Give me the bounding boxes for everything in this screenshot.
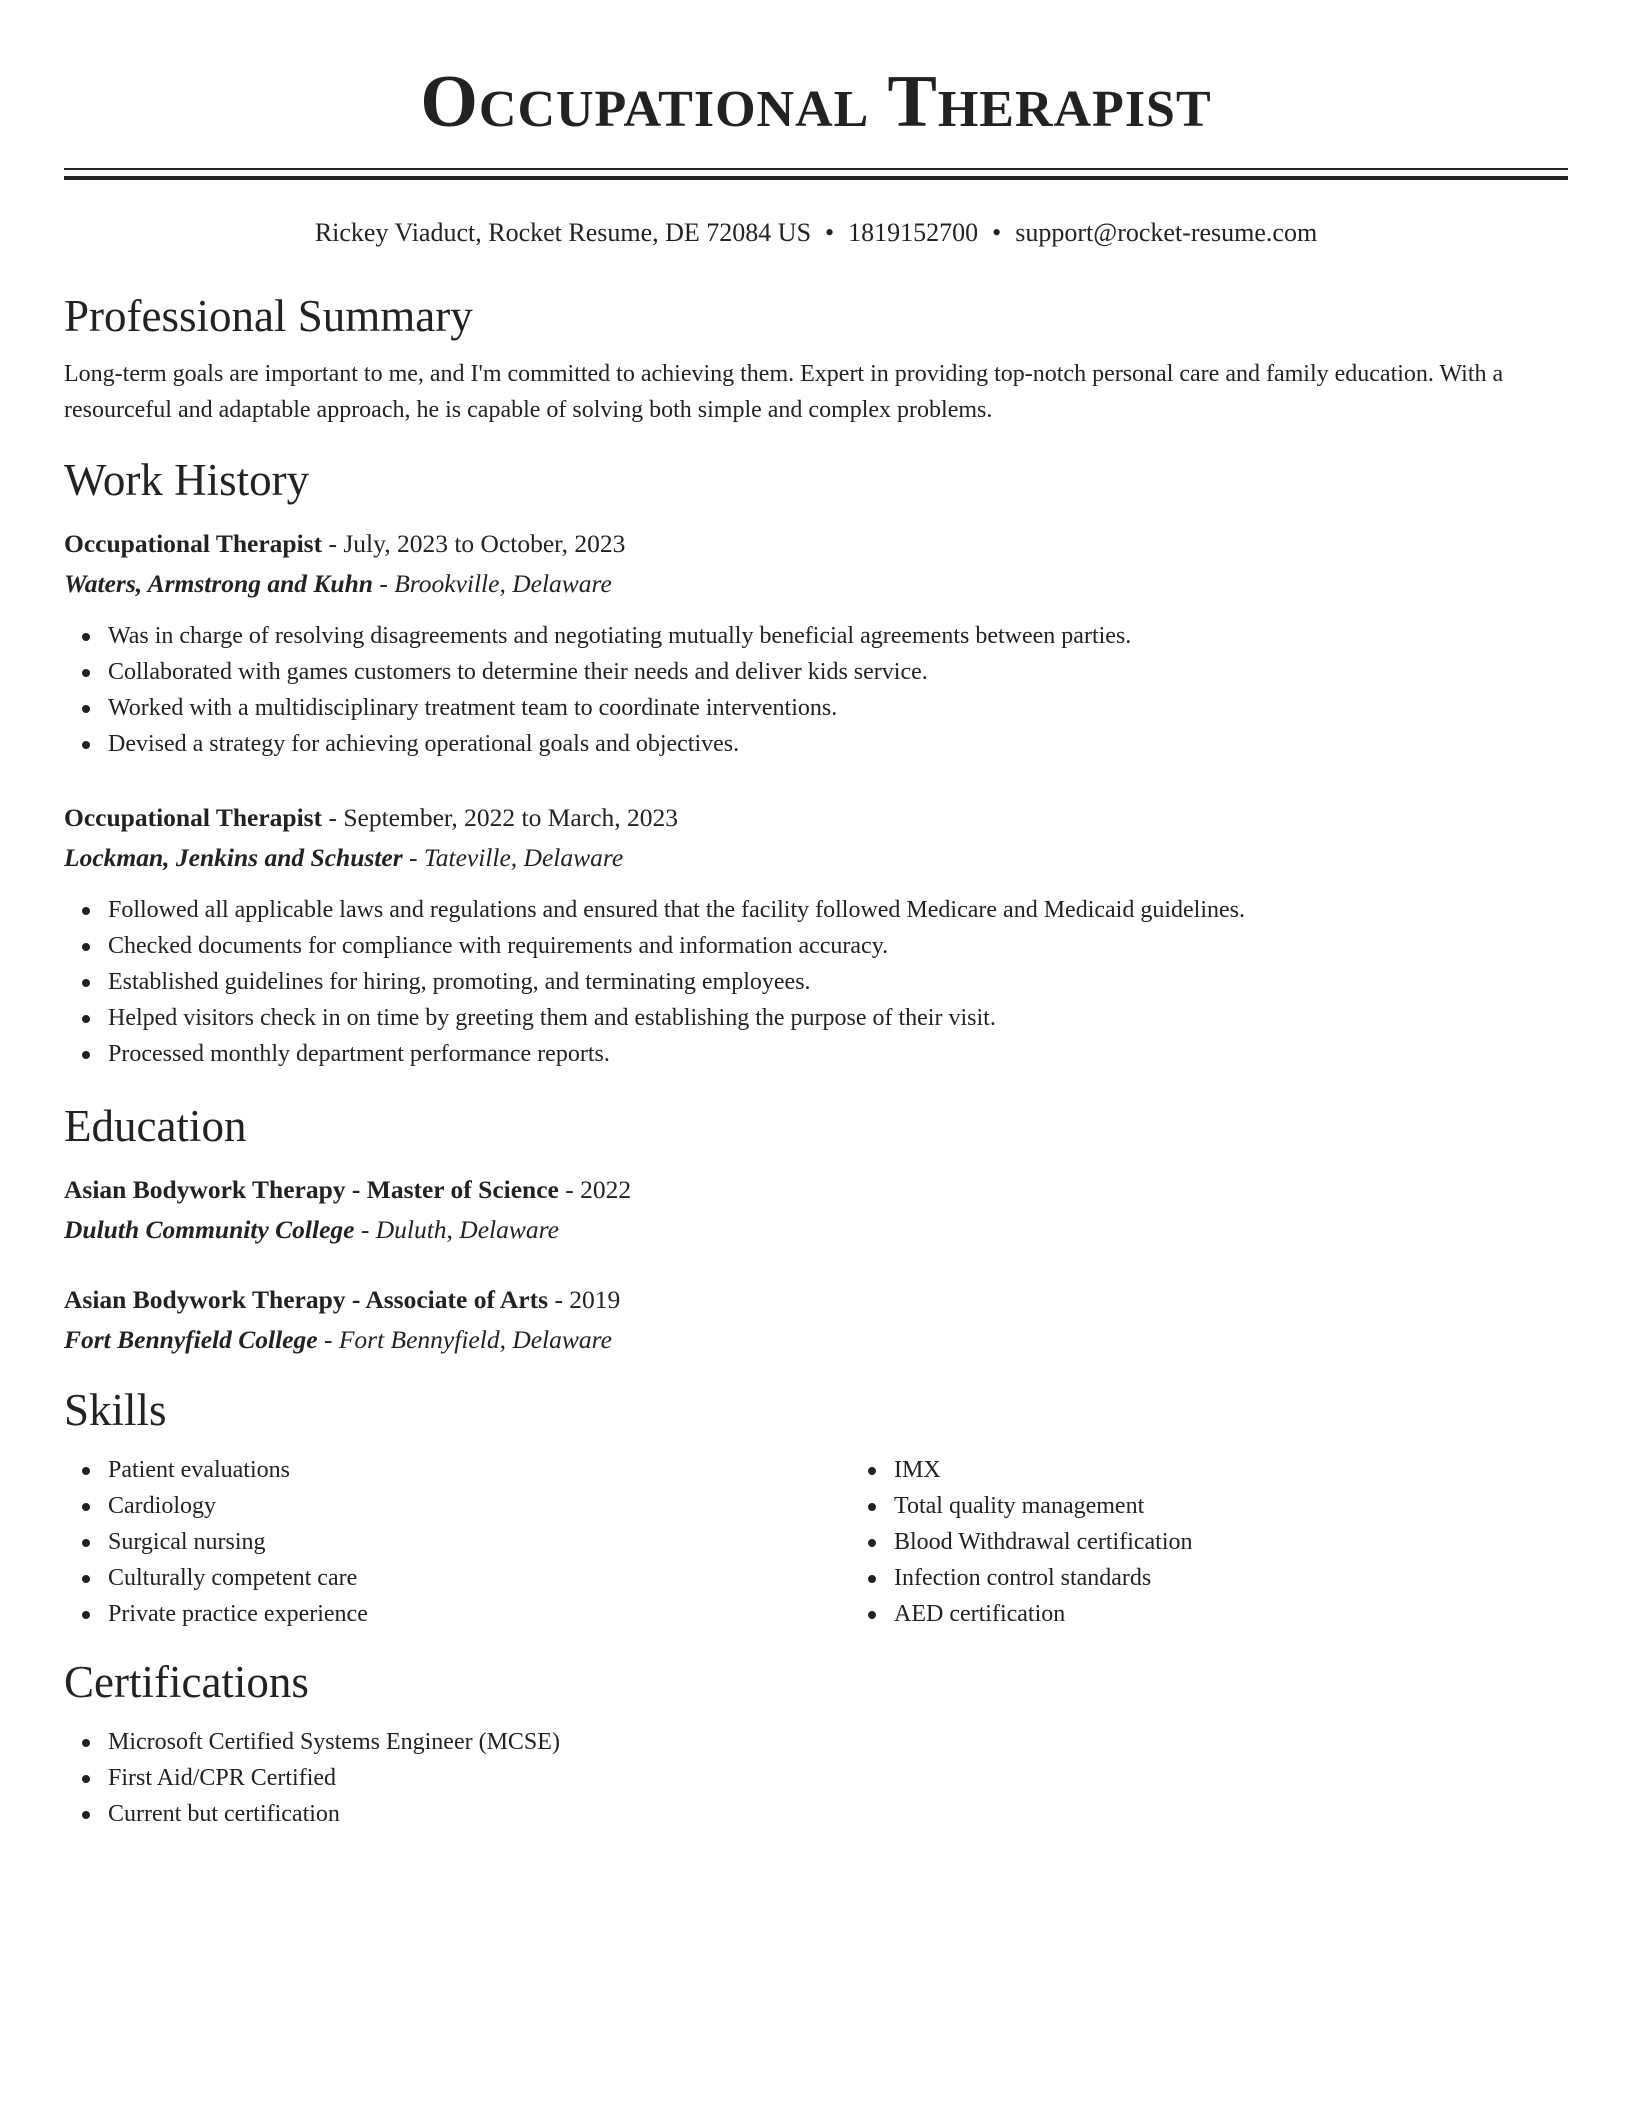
job-location: - Tateville, Delaware (402, 843, 624, 872)
job-company: Lockman, Jenkins and Schuster (64, 843, 403, 872)
job-duties-list (64, 618, 1568, 762)
degree-line (64, 1280, 1568, 1320)
degree-line (64, 1170, 1568, 1210)
job-dates: - September, 2022 to March, 2023 (322, 803, 679, 832)
summary-section (64, 288, 1568, 428)
list-item: IMX (894, 1452, 1568, 1488)
section-heading-education: Education (64, 1101, 247, 1151)
degree-name: Asian Bodywork Therapy - Associate of Arts (64, 1285, 549, 1314)
title-divider-bottom (64, 176, 1568, 180)
section-heading-work-history: Work History (64, 455, 310, 505)
degree-name: Asian Bodywork Therapy - Master of Science (64, 1175, 559, 1204)
job-title: Occupational Therapist (64, 803, 323, 832)
job-company: Waters, Armstrong and Kuhn (64, 569, 373, 598)
contact-separator: • (992, 218, 1002, 247)
job-company-line (64, 838, 1568, 878)
list-item: Helped visitors check in on time by greeting them and establishing the purpose of their visit. (108, 1000, 1568, 1036)
skills-list-right (850, 1452, 1568, 1632)
list-item: Culturally competent care (108, 1560, 850, 1596)
skills-list-left (64, 1452, 850, 1632)
list-item: Infection control standards (894, 1560, 1568, 1596)
degree-year: - 2019 (548, 1285, 621, 1314)
list-item: Private practice experience (108, 1596, 850, 1632)
section-heading-skills: Skills (64, 1385, 167, 1435)
list-item: Processed monthly department performance reports. (108, 1036, 1568, 1072)
work-history-section (64, 452, 1568, 1072)
list-item: Collaborated with games customers to determine their needs and deliver kids service. (108, 654, 1568, 690)
certifications-list (64, 1724, 1568, 1832)
school-location: - Fort Bennyfield, Delaware (317, 1325, 612, 1354)
section-heading-certifications: Certifications (64, 1657, 309, 1707)
list-item: Total quality management (894, 1488, 1568, 1524)
degree-year: - 2022 (558, 1175, 632, 1204)
education-section (64, 1098, 1568, 1360)
contact-address: Rickey Viaduct, Rocket Resume, DE 72084 US (314, 218, 812, 247)
list-item: Patient evaluations (108, 1452, 850, 1488)
list-item: Was in charge of resolving disagreements and negotiating mutually beneficial agreements between parties. (108, 618, 1568, 654)
summary-text: Long-term goals are important to me, and I'm committed to achieving them. Expert in providing top-notch personal care and family education. With a resourceful and adaptable approach, he is capable of solving both simple and complex problems. (64, 361, 1504, 423)
school-line (64, 1210, 1568, 1250)
job-entry (64, 798, 1568, 1072)
list-item: Established guidelines for hiring, promoting, and terminating employees. (108, 964, 1568, 1000)
list-item: Blood Withdrawal certification (894, 1524, 1568, 1560)
job-duties-list (64, 892, 1568, 1072)
school-line (64, 1320, 1568, 1360)
contact-line (64, 216, 1568, 250)
title-divider-top (64, 168, 1568, 170)
section-heading-summary: Professional Summary (64, 291, 473, 341)
contact-phone: 1819152700 (848, 218, 979, 247)
school-name: Fort Bennyfield College (64, 1325, 318, 1354)
list-item: Worked with a multidisciplinary treatment team to coordinate interventions. (108, 690, 1568, 726)
education-entry (64, 1280, 1568, 1360)
list-item: Microsoft Certified Systems Engineer (MCSE) (108, 1724, 1568, 1760)
list-item: AED certification (894, 1596, 1568, 1632)
school-name: Duluth Community College (64, 1215, 355, 1244)
job-dates: - July, 2023 to October, 2023 (322, 529, 626, 558)
job-title-line (64, 798, 1568, 838)
education-entry (64, 1170, 1568, 1250)
contact-separator: • (825, 218, 835, 247)
skills-grid (64, 1452, 1568, 1632)
certifications-section (64, 1654, 1568, 1832)
contact-email: support@rocket-resume.com (1015, 218, 1318, 247)
list-item: Surgical nursing (108, 1524, 850, 1560)
skills-section (64, 1382, 1568, 1632)
school-location: - Duluth, Delaware (354, 1215, 559, 1244)
list-item: Cardiology (108, 1488, 850, 1524)
job-entry (64, 524, 1568, 762)
list-item: Checked documents for compliance with requirements and information accuracy. (108, 928, 1568, 964)
list-item: Devised a strategy for achieving operational goals and objectives. (108, 726, 1568, 762)
job-company-line (64, 564, 1568, 604)
job-location: - Brookville, Delaware (372, 569, 612, 598)
job-title-line (64, 524, 1568, 564)
list-item: Followed all applicable laws and regulations and ensured that the facility followed Medicare and Medicaid guidelines. (108, 892, 1568, 928)
list-item: Current but certification (108, 1796, 1568, 1832)
list-item: First Aid/CPR Certified (108, 1760, 1568, 1796)
job-title: Occupational Therapist (64, 529, 323, 558)
page-title: Occupational Therapist (420, 61, 1212, 143)
